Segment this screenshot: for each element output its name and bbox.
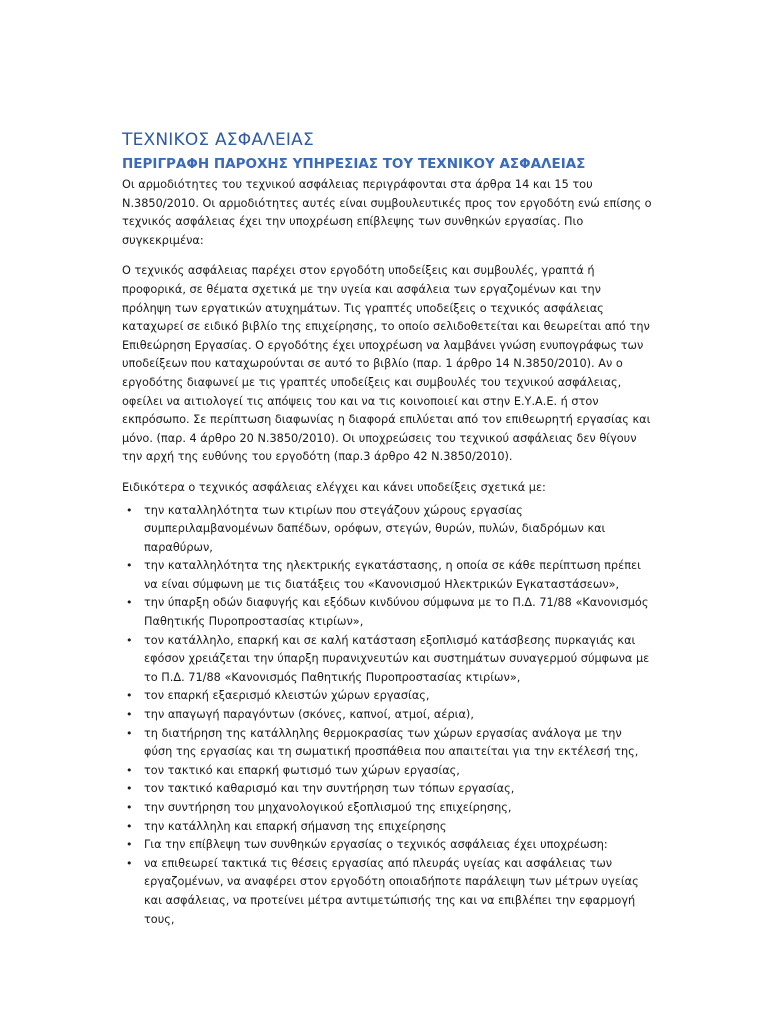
bullet-icon: • — [126, 708, 133, 722]
list-item — [122, 557, 652, 594]
bullet-icon: • — [126, 559, 133, 573]
bullet-icon: • — [126, 596, 133, 610]
bullet-icon: • — [126, 801, 133, 814]
list-item — [122, 687, 652, 706]
bullet-icon: • — [126, 763, 133, 777]
bullet-icon: • — [126, 633, 133, 647]
bullet-icon: • — [126, 726, 133, 740]
list-item — [122, 799, 652, 818]
document-body — [122, 130, 652, 929]
list-item — [122, 594, 652, 631]
bullet-list — [122, 502, 652, 930]
list-item-text: τον επαρκή εξαερισμό κλειστών χώρων εργασίας, — [144, 689, 430, 703]
bullet-icon: • — [126, 838, 133, 852]
list-item-text: τον τακτικό καθαρισμό και την συντήρηση των τόπων εργασίας, — [144, 782, 515, 796]
list-item — [122, 780, 652, 799]
section-subtitle: ΠΕΡΙΓΡΑΦΗ ΠΑΡΟΧΗΣ ΥΠΗΡΕΣΙΑΣ ΤΟΥ ΤΕΧΝΙΚΟΥ ΑΣΦΑΛΕΙΑΣ — [122, 156, 586, 172]
list-item-text: Για την επίβλεψη των συνθηκών εργασίας ο τεχνικός ασφάλειας έχει υποχρέωση: — [144, 838, 608, 852]
list-item — [122, 818, 652, 837]
bullet-icon: • — [126, 856, 133, 870]
list-item-text: την απαγωγή παραγόντων (σκόνες, καπνοί, ατμοί, αέρια), — [144, 708, 474, 722]
list-item — [122, 855, 652, 929]
list-item — [122, 725, 652, 762]
list-item-text: την καταλληλότητα της ηλεκτρικής εγκατάστασης, η οποία σε κάθε περίπτωση πρέπει να είναι σύμφωνη με τις διατάξεις του «Κανονισμού Ηλεκτρικών Εγκαταστάσεων», — [144, 559, 641, 591]
list-item-text: τη διατήρηση της κατάλληλης θερμοκρασίας των χώρων εργασίας ανάλογα με την φύση της εργασίας και τη σωματική προσπάθεια που απαιτείται για την εκτέλεσή της, — [144, 726, 639, 759]
paragraph-intro: Οι αρμοδιότητες του τεχνικού ασφάλειας περιγράφονται στα άρθρα 14 και 15 του Ν.3850/2010. Οι αρμοδιότητες αυτές είναι συμβουλευτικές προς τον εργοδότη ενώ επίσης ο τεχνικός ασφάλειας έχει την υποχρέωση επίβλεψης των συνθηκών εργασίας. Πιο συγκεκριμένα: — [122, 178, 652, 247]
document-title: ΤΕΧΝΙΚΟΣ ΑΣΦΑΛΕΙΑΣ — [122, 130, 314, 150]
list-item — [122, 836, 652, 855]
bullet-icon: • — [126, 819, 133, 833]
list-item — [122, 502, 652, 558]
paragraph-specifics: Ειδικότερα ο τεχνικός ασφάλειας ελέγχει και κάνει υποδείξεις σχετικά με: — [122, 480, 546, 494]
list-item — [122, 762, 652, 781]
bullet-icon: • — [126, 689, 133, 703]
paragraph-duties: Ο τεχνικός ασφάλειας παρέχει στον εργοδότη υποδείξεις και συμβουλές, γραπτά ή προφορικά, σε θέματα σχετικά με την υγεία και ασφάλεια των εργαζομένων και την πρόληψη των εργατικών ατυχημάτων. Τις γραπτές υποδείξεις ο τεχνικός ασφάλειας καταχωρεί σε ειδικό βιβλίο της επιχείρησης, το οποίο σελιδοθετείται και θεωρείται από την Επιθεώρηση Εργασίας. Ο εργοδότης έχει υποχρέωση να λαμβάνει γνώση ενυπογράφως των υποδείξεων που καταχωρούνται σε αυτό το βιβλίο (παρ. 1 άρθρο 14 Ν.3850/2010). Αν ο εργοδότης διαφωνεί με τις γραπτές υποδείξεις και συμβουλές του τεχνικού ασφάλειας, οφείλει να αιτιολογεί τις απόψεις του και να τις κοινοποιεί και στην Ε.Υ.Α.Ε. ή στον εκπρόσωπο. Σε περίπτωση διαφωνίας η διαφορά επιλύεται από τον επιθεωρητή εργασίας και μόνο. (παρ. 4 άρθρο 20 Ν.3850/2010). Οι υποχρεώσεις του τεχνικού ασφάλειας δεν θίγουν την αρχή της ευθύνης του εργοδότη (παρ.3 άρθρο 42 Ν.3850/2010). — [122, 264, 651, 464]
bullet-icon: • — [126, 503, 133, 517]
list-item-text: να επιθεωρεί τακτικά τις θέσεις εργασίας από πλευράς υγείας και ασφάλειας των εργαζομένων, να αναφέρει στον εργοδότη οποιαδήποτε παράλειψη των μέτρων υγείας και ασφάλειας, να προτείνει μέτρα αντιμετώπισής της και να επιβλέπει την εφαρμογή τους, — [144, 856, 639, 926]
list-item-text: την ύπαρξη οδών διαφυγής και εξόδων κινδύνου σύμφωνα με το Π.Δ. 71/88 «Κανονισμός Παθητικής Πυροπροστασίας κτιρίων», — [144, 596, 649, 629]
bullet-icon: • — [126, 782, 133, 796]
list-item-text: την κατάλληλη και επαρκή σήμανση της επιχείρησης — [144, 819, 447, 833]
list-item-text: την συντήρηση του μηχανολογικού εξοπλισμού της επιχείρησης, — [144, 801, 512, 814]
list-item — [122, 632, 652, 688]
list-item-text: την καταλληλότητα των κτιρίων που στεγάζουν χώρους εργασίας συμπεριλαμβανομένων δαπέδων, ορόφων, στεγών, θυρών, πυλών, διαδρόμων και παραθύρων, — [144, 503, 606, 554]
list-item — [122, 706, 652, 725]
list-item-text: τον τακτικό και επαρκή φωτισμό των χώρων εργασίας, — [144, 763, 460, 777]
list-item-text: τον κατάλληλο, επαρκή και σε καλή κατάσταση εξοπλισμό κατάσβεσης πυρκαγιάς και εφόσον χρειάζεται την ύπαρξη πυρανιχνευτών και συστημάτων συναγερμού σύμφωνα με το Π.Δ. 71/88 «Κανονισμός Παθητικής Πυροπροστασίας κτιρίων», — [144, 633, 650, 684]
